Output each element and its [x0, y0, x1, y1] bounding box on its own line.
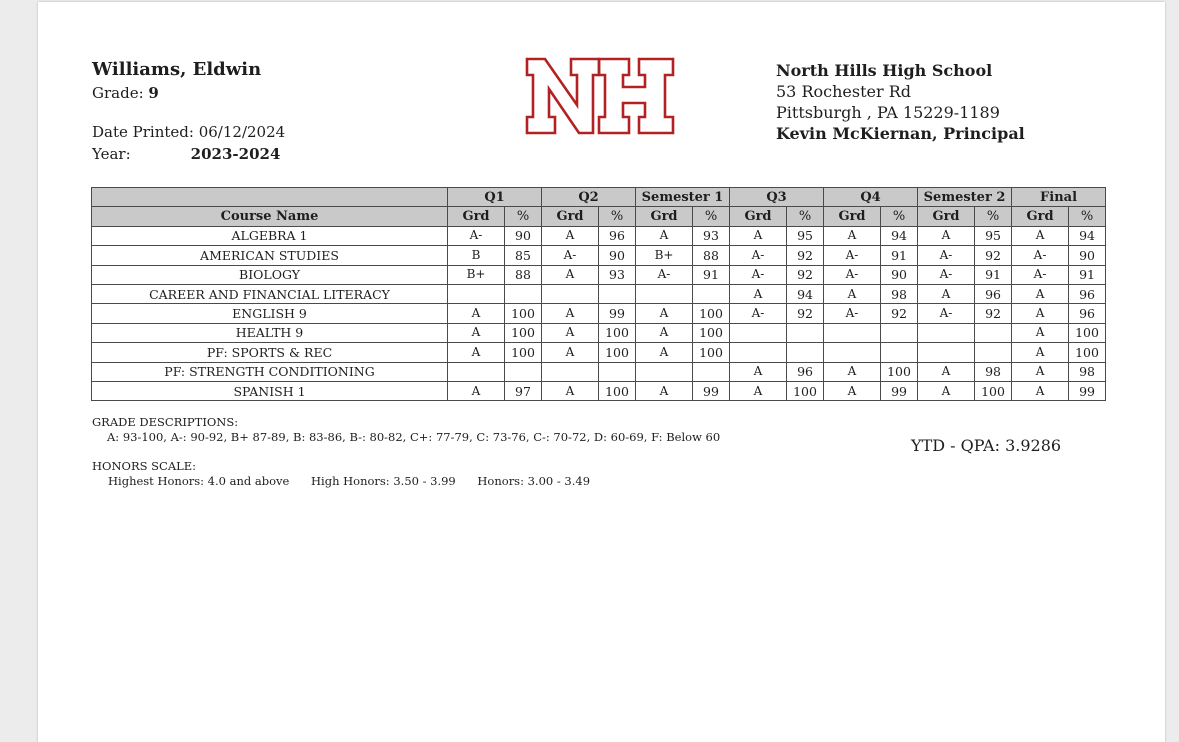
- percent-cell: 94: [787, 284, 824, 303]
- grade-cell: A-: [824, 246, 881, 265]
- percent-cell: 100: [693, 304, 730, 323]
- percent-cell: 91: [975, 265, 1012, 284]
- grade-cell: A: [824, 226, 881, 245]
- school-address-line1: 53 Rochester Rd: [776, 82, 911, 101]
- percent-cell: 96: [1069, 304, 1106, 323]
- grade-cell: [448, 284, 505, 303]
- percent-cell: 100: [881, 362, 918, 381]
- honors-item-highest: Highest Honors: 4.0 and above: [108, 474, 290, 488]
- percent-cell: 93: [693, 226, 730, 245]
- grade-cell: A: [636, 323, 693, 342]
- grade-cell: A: [542, 304, 599, 323]
- grade-label: Grade:: [92, 84, 144, 102]
- pct-header: %: [693, 207, 730, 226]
- grade-cell: [542, 284, 599, 303]
- period-header: Q1: [448, 188, 542, 207]
- percent-cell: 88: [505, 265, 542, 284]
- grade-cell: [448, 362, 505, 381]
- year-label: Year:: [92, 145, 131, 163]
- grade-cell: A: [542, 323, 599, 342]
- table-row: [92, 343, 1106, 362]
- grade-cell: [636, 284, 693, 303]
- percent-cell: 91: [1069, 265, 1106, 284]
- grade-descriptions: [92, 415, 720, 445]
- percent-cell: [693, 284, 730, 303]
- grade-cell: A: [636, 226, 693, 245]
- percent-cell: 95: [787, 226, 824, 245]
- pct-header: %: [1069, 207, 1106, 226]
- course-name: PF: SPORTS & REC: [92, 343, 448, 362]
- grade-cell: A: [918, 226, 975, 245]
- student-grade: [92, 84, 159, 102]
- grd-header: Grd: [1012, 207, 1069, 226]
- grade-cell: A-: [918, 304, 975, 323]
- grade-cell: A: [918, 284, 975, 303]
- grade-cell: A: [1012, 226, 1069, 245]
- grade-descriptions-heading: GRADE DESCRIPTIONS:: [92, 415, 239, 429]
- percent-cell: 100: [505, 304, 542, 323]
- percent-cell: 94: [881, 226, 918, 245]
- percent-cell: 91: [693, 265, 730, 284]
- course-name: SPANISH 1: [92, 381, 448, 400]
- honors-item-honors: Honors: 3.00 - 3.49: [477, 474, 591, 488]
- grade-cell: A: [542, 381, 599, 400]
- grade-cell: A: [824, 381, 881, 400]
- percent-cell: 92: [881, 304, 918, 323]
- school-logo: [525, 57, 675, 135]
- grade-cell: A: [918, 362, 975, 381]
- percent-cell: [599, 284, 636, 303]
- grade-cell: A: [542, 265, 599, 284]
- school-name: North Hills High School: [776, 61, 993, 80]
- pct-header: %: [881, 207, 918, 226]
- table-row: [92, 246, 1106, 265]
- grade-value: 9: [148, 84, 159, 102]
- school-address-line2: Pittsburgh , PA 15229-1189: [776, 103, 1000, 122]
- table-row: [92, 362, 1106, 381]
- table-row: [92, 323, 1106, 342]
- percent-cell: 100: [1069, 343, 1106, 362]
- percent-cell: 97: [505, 381, 542, 400]
- table-row: [92, 381, 1106, 400]
- table-row: [92, 304, 1106, 323]
- year-value: 2023-2024: [190, 145, 281, 163]
- grade-cell: A: [824, 284, 881, 303]
- percent-cell: 100: [693, 343, 730, 362]
- honors-scale-items: [92, 474, 608, 489]
- date-printed-value: 06/12/2024: [198, 123, 286, 141]
- student-name: Williams, Eldwin: [92, 59, 262, 80]
- grade-cell: A-: [918, 265, 975, 284]
- percent-cell: 92: [975, 246, 1012, 265]
- grade-cell: A: [730, 381, 787, 400]
- date-printed: [92, 123, 285, 141]
- pct-header: %: [505, 207, 542, 226]
- grd-header: Grd: [824, 207, 881, 226]
- percent-cell: 100: [1069, 323, 1106, 342]
- course-name: PF: STRENGTH CONDITIONING: [92, 362, 448, 381]
- percent-cell: [787, 323, 824, 342]
- honors-item-high: High Honors: 3.50 - 3.99: [311, 474, 456, 488]
- percent-cell: 100: [505, 323, 542, 342]
- percent-cell: 90: [1069, 246, 1106, 265]
- grade-cell: A: [730, 226, 787, 245]
- table-row: [92, 265, 1106, 284]
- grade-cell: B+: [636, 246, 693, 265]
- grd-header: Grd: [542, 207, 599, 226]
- percent-cell: 93: [599, 265, 636, 284]
- period-header: Q4: [824, 188, 918, 207]
- percent-cell: 88: [693, 246, 730, 265]
- grade-cell: A: [636, 343, 693, 362]
- pct-header: %: [787, 207, 824, 226]
- percent-cell: 100: [975, 381, 1012, 400]
- percent-cell: [881, 323, 918, 342]
- qpa-value: 3.9286: [1005, 436, 1062, 455]
- percent-cell: 99: [693, 381, 730, 400]
- grade-cell: A: [542, 343, 599, 362]
- percent-cell: 100: [787, 381, 824, 400]
- percent-cell: 90: [599, 246, 636, 265]
- grade-cell: [542, 362, 599, 381]
- grade-cell: B+: [448, 265, 505, 284]
- grd-header: Grd: [918, 207, 975, 226]
- school-year: [92, 145, 280, 163]
- percent-cell: 90: [881, 265, 918, 284]
- percent-cell: 95: [975, 226, 1012, 245]
- percent-cell: [787, 343, 824, 362]
- header-row-periods: [92, 188, 1106, 207]
- grade-cell: A-: [824, 304, 881, 323]
- table-row: [92, 284, 1106, 303]
- grade-cell: A-: [542, 246, 599, 265]
- qpa-label: YTD - QPA:: [911, 436, 1000, 455]
- percent-cell: 100: [693, 323, 730, 342]
- ytd-qpa: [911, 436, 1061, 455]
- percent-cell: 98: [1069, 362, 1106, 381]
- pct-header: %: [599, 207, 636, 226]
- grade-cell: A: [730, 284, 787, 303]
- grade-cell: A: [730, 362, 787, 381]
- course-name-header: Course Name: [92, 207, 448, 226]
- course-name: ENGLISH 9: [92, 304, 448, 323]
- grade-cell: A-: [824, 265, 881, 284]
- percent-cell: 98: [975, 362, 1012, 381]
- grade-cell: A: [1012, 304, 1069, 323]
- percent-cell: 100: [599, 343, 636, 362]
- period-header: Q3: [730, 188, 824, 207]
- percent-cell: 100: [599, 323, 636, 342]
- date-printed-label: Date Printed:: [92, 123, 194, 141]
- grade-cell: A-: [730, 265, 787, 284]
- grades-table: [91, 187, 1106, 401]
- report-card-page: [38, 2, 1165, 742]
- percent-cell: 90: [505, 226, 542, 245]
- grd-header: Grd: [448, 207, 505, 226]
- grade-cell: A-: [918, 246, 975, 265]
- percent-cell: 99: [1069, 381, 1106, 400]
- grade-cell: [824, 343, 881, 362]
- percent-cell: 92: [975, 304, 1012, 323]
- grade-cell: A: [636, 304, 693, 323]
- grade-cell: A: [1012, 343, 1069, 362]
- period-header: Semester 2: [918, 188, 1012, 207]
- percent-cell: 100: [505, 343, 542, 362]
- grade-cell: A: [448, 381, 505, 400]
- grade-cell: A: [448, 304, 505, 323]
- grd-header: Grd: [636, 207, 693, 226]
- percent-cell: 92: [787, 304, 824, 323]
- percent-cell: 85: [505, 246, 542, 265]
- course-name: BIOLOGY: [92, 265, 448, 284]
- percent-cell: [693, 362, 730, 381]
- grade-cell: A-: [1012, 265, 1069, 284]
- percent-cell: 99: [599, 304, 636, 323]
- percent-cell: 100: [599, 381, 636, 400]
- grade-cell: A: [918, 381, 975, 400]
- course-name: ALGEBRA 1: [92, 226, 448, 245]
- course-name: CAREER AND FINANCIAL LITERACY: [92, 284, 448, 303]
- grade-cell: A: [824, 362, 881, 381]
- period-header: Q2: [542, 188, 636, 207]
- grade-cell: A: [1012, 362, 1069, 381]
- percent-cell: 92: [787, 265, 824, 284]
- grade-cell: A: [448, 343, 505, 362]
- grade-cell: [730, 343, 787, 362]
- grade-cell: A: [1012, 323, 1069, 342]
- grade-cell: A-: [636, 265, 693, 284]
- course-name: HEALTH 9: [92, 323, 448, 342]
- grade-cell: A: [542, 226, 599, 245]
- school-principal: Kevin McKiernan, Principal: [776, 124, 1025, 143]
- course-name: AMERICAN STUDIES: [92, 246, 448, 265]
- grade-cell: A-: [730, 246, 787, 265]
- grade-cell: A-: [448, 226, 505, 245]
- percent-cell: [975, 323, 1012, 342]
- percent-cell: 96: [787, 362, 824, 381]
- grade-cell: [918, 323, 975, 342]
- school-info: [776, 60, 1025, 144]
- grade-cell: [824, 323, 881, 342]
- percent-cell: 98: [881, 284, 918, 303]
- grade-cell: [636, 362, 693, 381]
- table-row: [92, 226, 1106, 245]
- percent-cell: 92: [787, 246, 824, 265]
- percent-cell: [599, 362, 636, 381]
- percent-cell: [505, 362, 542, 381]
- period-header: Semester 1: [636, 188, 730, 207]
- grade-cell: A-: [1012, 246, 1069, 265]
- grade-cell: [730, 323, 787, 342]
- percent-cell: [505, 284, 542, 303]
- percent-cell: 94: [1069, 226, 1106, 245]
- grade-cell: A: [636, 381, 693, 400]
- grade-descriptions-text: A: 93-100, A-: 90-92, B+ 87-89, B: 83-86, B-: 80-82, C+: 77-79, C: 73-76, C-: 70-72, D: 60-69, F: Below 60: [107, 430, 721, 444]
- percent-cell: 96: [599, 226, 636, 245]
- period-header: Final: [1012, 188, 1106, 207]
- percent-cell: [975, 343, 1012, 362]
- percent-cell: 96: [1069, 284, 1106, 303]
- grade-cell: [918, 343, 975, 362]
- percent-cell: 91: [881, 246, 918, 265]
- grade-cell: A: [1012, 284, 1069, 303]
- header-row-columns: [92, 207, 1106, 226]
- honors-scale: [92, 459, 608, 489]
- grade-cell: A: [448, 323, 505, 342]
- grade-cell: A-: [730, 304, 787, 323]
- percent-cell: [881, 343, 918, 362]
- header-blank: [92, 188, 448, 207]
- percent-cell: 96: [975, 284, 1012, 303]
- grade-cell: B: [448, 246, 505, 265]
- grade-cell: A: [1012, 381, 1069, 400]
- pct-header: %: [975, 207, 1012, 226]
- grd-header: Grd: [730, 207, 787, 226]
- honors-scale-heading: HONORS SCALE:: [92, 459, 197, 473]
- percent-cell: 99: [881, 381, 918, 400]
